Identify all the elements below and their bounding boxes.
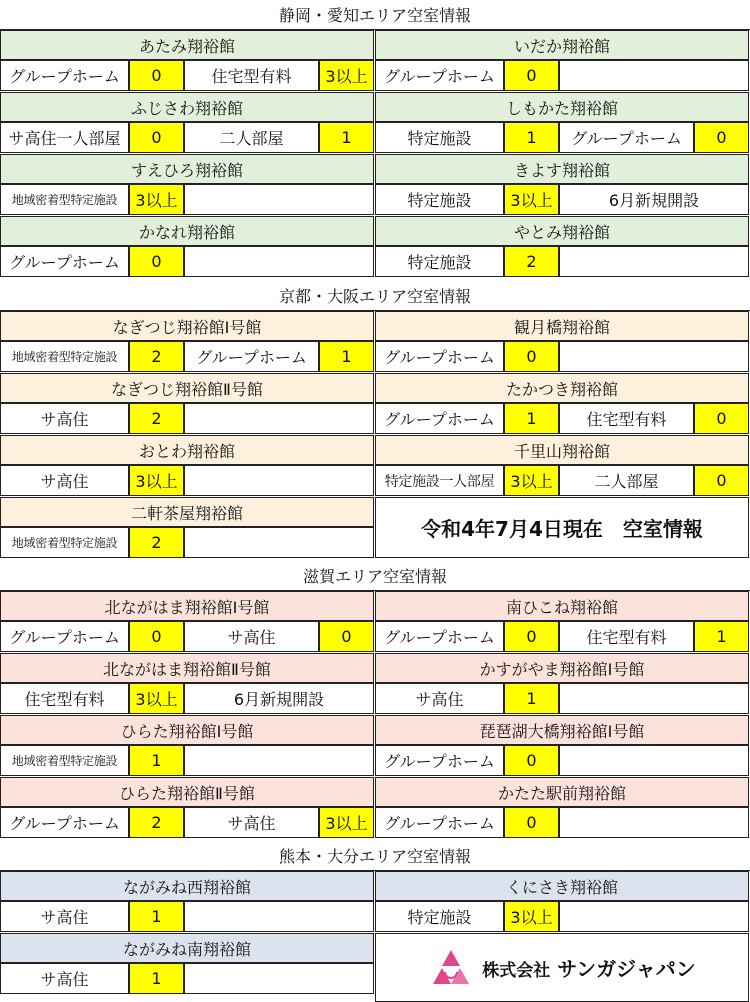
vacancy-count: 3以上 (129, 465, 184, 496)
vacancy-count: 3以上 (319, 60, 374, 91)
vacancy-count: 2 (504, 246, 559, 277)
empty-cell (184, 246, 374, 277)
vacancy-count: 1 (504, 403, 559, 434)
vacancy-count: 0 (504, 341, 559, 372)
empty-cell (184, 745, 374, 776)
vacancy-count: 2 (129, 403, 184, 434)
facility-name: ながみね南翔裕館 (0, 933, 374, 963)
vacancy-count: 0 (694, 465, 749, 496)
facility-name: 北ながはま翔裕館Ⅰ号館 (0, 591, 374, 621)
vacancy-count: 0 (504, 745, 559, 776)
company-brand: サンガジャパン (550, 957, 696, 981)
facility-name: かすがやま翔裕館Ⅰ号館 (375, 653, 749, 683)
type-label: 地域密着型特定施設 (0, 341, 129, 372)
type-label: 特定施設 (375, 901, 504, 932)
facility-name: ひらた翔裕館Ⅰ号館 (0, 715, 374, 745)
type-label: グループホーム (375, 341, 504, 372)
vacancy-count: 0 (504, 60, 559, 91)
facility-name: ふじさわ翔裕館 (0, 92, 374, 122)
facility-name: あたみ翔裕館 (0, 30, 374, 60)
empty-cell (559, 745, 749, 776)
company-prefix: 株式会社 (482, 961, 551, 981)
type-label: グループホーム (0, 60, 129, 91)
facility-name: たかつき翔裕館 (375, 373, 749, 403)
facility-name: 千里山翔裕館 (375, 435, 749, 465)
facility-name: 南ひこね翔裕館 (375, 591, 749, 621)
empty-cell (184, 184, 374, 215)
type-label: グループホーム (375, 745, 504, 776)
type-label: 地域密着型特定施設 (0, 184, 129, 215)
empty-cell (184, 527, 374, 558)
vacancy-count: 0 (694, 122, 749, 153)
type-label: グループホーム (184, 341, 319, 372)
company-name (482, 953, 696, 982)
type-label: 住宅型有料 (0, 683, 129, 714)
vacancy-count: 0 (504, 621, 559, 652)
date-notice: 令和4年7月4日現在 空室情報 (375, 497, 749, 558)
empty-cell (559, 341, 749, 372)
type-label: サ高住 (0, 901, 129, 932)
facility-name: 観月橋翔裕館 (375, 311, 749, 341)
vacancy-count: 3以上 (129, 683, 184, 714)
note-text: 6月新規開設 (184, 683, 374, 714)
type-label: 特定施設 (375, 246, 504, 277)
type-label: 二人部屋 (184, 122, 319, 153)
type-label: 住宅型有料 (559, 403, 694, 434)
facility-name: なぎつじ翔裕館Ⅱ号館 (0, 373, 374, 403)
type-label: グループホーム (375, 621, 504, 652)
vacancy-count: 1 (504, 683, 559, 714)
facility-name: やとみ翔裕館 (375, 216, 749, 246)
vacancy-count: 1 (129, 745, 184, 776)
empty-cell (184, 901, 374, 932)
section-title: 静岡・愛知エリア空室情報 (0, 0, 750, 30)
empty-cell (559, 60, 749, 91)
type-label: グループホーム (0, 246, 129, 277)
type-label: 地域密着型特定施設 (0, 527, 129, 558)
vacancy-count: 2 (129, 807, 184, 838)
type-label: サ高住一人部屋 (0, 122, 129, 153)
facility-name: いだか翔裕館 (375, 30, 749, 60)
type-label: グループホーム (559, 122, 694, 153)
vacancy-count: 0 (129, 246, 184, 277)
vacancy-count: 2 (129, 527, 184, 558)
vacancy-count: 0 (129, 621, 184, 652)
vacancy-count: 0 (694, 403, 749, 434)
facility-name: きよす翔裕館 (375, 154, 749, 184)
empty-cell (184, 465, 374, 496)
type-label: グループホーム (375, 403, 504, 434)
empty-cell (184, 963, 374, 994)
facility-name: かたた駅前翔裕館 (375, 777, 749, 807)
type-label: グループホーム (0, 807, 129, 838)
vacancy-count: 1 (319, 122, 374, 153)
section-title: 滋賀エリア空室情報 (0, 561, 750, 591)
type-label: グループホーム (375, 60, 504, 91)
empty-cell (559, 683, 749, 714)
vacancy-count: 1 (694, 621, 749, 652)
vacancy-count: 0 (319, 621, 374, 652)
type-label: 住宅型有料 (184, 60, 319, 91)
vacancy-count: 3以上 (319, 807, 374, 838)
facility-name: しもかた翔裕館 (375, 92, 749, 122)
facility-name: ひらた翔裕館Ⅱ号館 (0, 777, 374, 807)
type-label: サ高住 (0, 403, 129, 434)
facility-name: かなれ翔裕館 (0, 216, 374, 246)
type-label: 特定施設一人部屋 (375, 465, 504, 496)
vacancy-count: 3以上 (504, 901, 559, 932)
type-label: 特定施設 (375, 122, 504, 153)
vacancy-count: 3以上 (504, 184, 559, 215)
empty-cell (559, 246, 749, 277)
type-label: グループホーム (375, 807, 504, 838)
type-label: サ高住 (184, 621, 319, 652)
vacancy-count: 2 (129, 341, 184, 372)
section-title: 熊本・大分エリア空室情報 (0, 841, 750, 871)
facility-name: 琵琶湖大橋翔裕館Ⅰ号館 (375, 715, 749, 745)
vacancy-count: 3以上 (504, 465, 559, 496)
empty-cell (559, 807, 749, 838)
type-label: 地域密着型特定施設 (0, 745, 129, 776)
facility-name: すえひろ翔裕館 (0, 154, 374, 184)
type-label: 住宅型有料 (559, 621, 694, 652)
type-label: サ高住 (0, 465, 129, 496)
vacancy-count: 0 (504, 807, 559, 838)
note-text: 6月新規開設 (559, 184, 749, 215)
facility-name: なぎつじ翔裕館Ⅰ号館 (0, 311, 374, 341)
company-logo (375, 933, 749, 1002)
vacancy-count: 0 (129, 60, 184, 91)
empty-cell (184, 403, 374, 434)
type-label: サ高住 (375, 683, 504, 714)
vacancy-count: 1 (129, 963, 184, 994)
vacancy-count: 1 (319, 341, 374, 372)
facility-name: くにさき翔裕館 (375, 871, 749, 901)
type-label: サ高住 (0, 963, 129, 994)
empty-cell (559, 901, 749, 932)
facility-name: おとわ翔裕館 (0, 435, 374, 465)
type-label: グループホーム (0, 621, 129, 652)
section-title: 京都・大阪エリア空室情報 (0, 281, 750, 311)
facility-name: 北ながはま翔裕館Ⅱ号館 (0, 653, 374, 683)
type-label: サ高住 (184, 807, 319, 838)
vacancy-count: 3以上 (129, 184, 184, 215)
type-label: 特定施設 (375, 184, 504, 215)
facility-name: 二軒茶屋翔裕館 (0, 497, 374, 527)
vacancy-count: 1 (129, 901, 184, 932)
type-label: 二人部屋 (559, 465, 694, 496)
facility-name: ながみね西翔裕館 (0, 871, 374, 901)
vacancy-count: 1 (504, 122, 559, 153)
vacancy-count: 0 (129, 122, 184, 153)
sanga-logo-icon (428, 948, 474, 988)
